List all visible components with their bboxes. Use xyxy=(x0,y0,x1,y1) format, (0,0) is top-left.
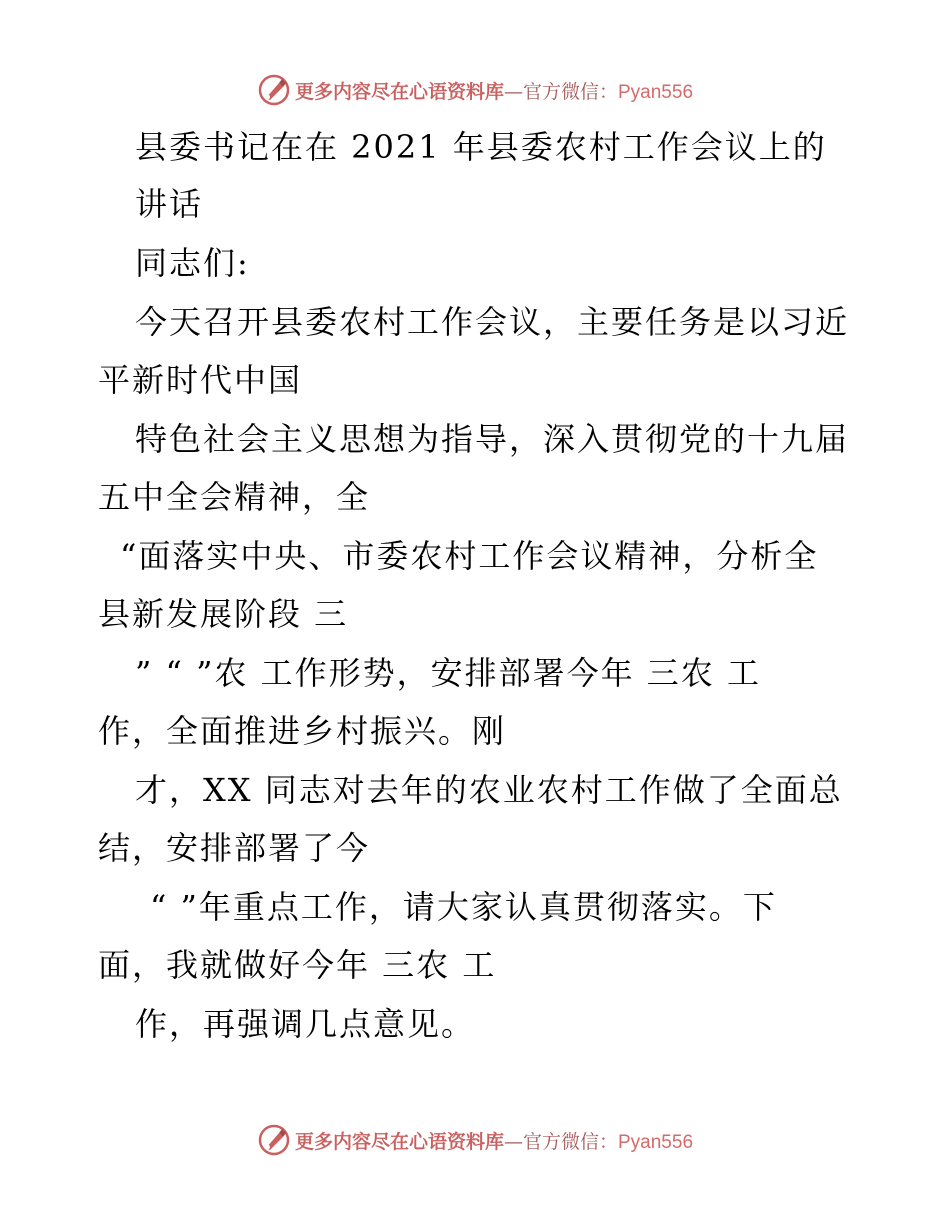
watermark-banner-bottom xyxy=(0,1120,950,1160)
watermark-banner-top xyxy=(0,70,950,110)
watermark-text-id: Pyan556 xyxy=(618,1131,694,1153)
doc-line: 作，再强调几点意见。 xyxy=(135,1005,476,1043)
doc-line: ” “ ”农 工作形势，安排部署今年 三农 工 xyxy=(135,654,761,692)
doc-line: 平新时代中国 xyxy=(98,361,303,399)
doc-line: 同志们: xyxy=(135,244,250,282)
watermark-text-main: 更多内容尽在心语资料库 xyxy=(294,1130,504,1153)
watermark-text-sep: —官方微信： xyxy=(503,1130,618,1153)
watermark-text-sep: —官方微信： xyxy=(503,80,618,103)
doc-line: 县新发展阶段 三 xyxy=(98,595,349,633)
doc-line: “面落实中央、市委农村工作会议精神，分析全 xyxy=(120,537,819,575)
pen-logo-icon xyxy=(257,73,291,107)
doc-line: 作，全面推进乡村振兴。刚 xyxy=(98,712,507,750)
doc-line: “ ”年重点工作，请大家认真贯彻落实。下 xyxy=(150,888,777,926)
doc-line: 讲话 xyxy=(135,185,204,223)
watermark-text-id: Pyan556 xyxy=(618,81,694,103)
doc-line: 结，安排部署了今 xyxy=(98,829,371,867)
doc-line: 面，我就做好今年 三农 工 xyxy=(98,946,497,984)
doc-line: 才，XX 同志对去年的农业农村工作做了全面总 xyxy=(135,771,843,809)
pen-logo-icon xyxy=(257,1123,291,1157)
doc-line: 五中全会精神，全 xyxy=(98,478,371,516)
doc-line: 特色社会主义思想为指导，深入贯彻党的十九届 xyxy=(135,420,850,458)
watermark-text-main: 更多内容尽在心语资料库 xyxy=(294,80,504,103)
doc-line: 今天召开县委农村工作会议，主要任务是以习近 xyxy=(135,303,850,341)
doc-line: 县委书记在在 2021 年县委农村工作会议上的 xyxy=(135,128,827,166)
